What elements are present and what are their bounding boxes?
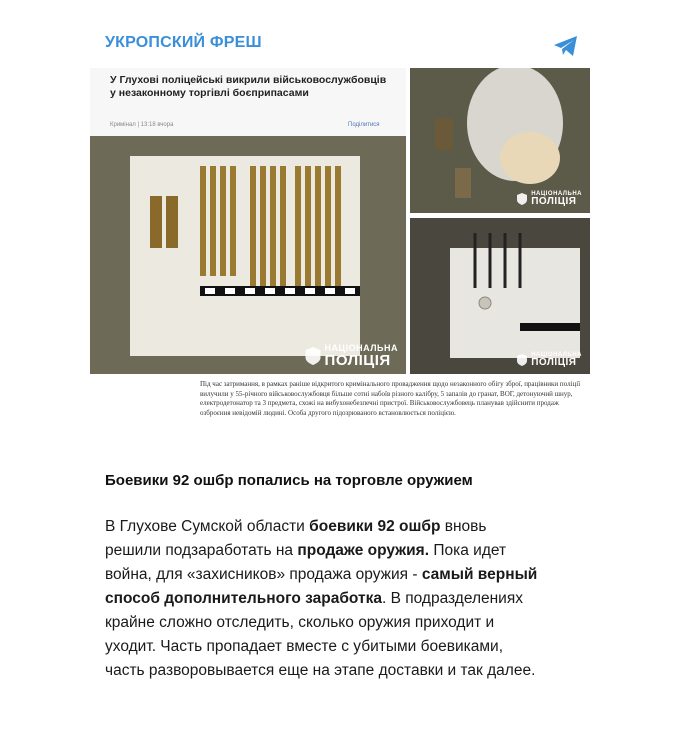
badge-bottom: ПОЛІЦІЯ: [531, 196, 577, 207]
police-watermark: [517, 352, 582, 368]
badge-top: НАЦІОНАЛЬНА: [531, 352, 582, 358]
post-media[interactable]: [90, 68, 590, 448]
body-bold: самый верный способ дополнительного заработка: [105, 566, 538, 607]
channel-title[interactable]: УКРОПСКИЙ ФРЕШ: [105, 34, 262, 51]
clip-meta: Кримінал | 13:18 вчора: [110, 122, 174, 128]
telegram-plane-icon[interactable]: [552, 32, 580, 60]
photo-ammunition: [90, 136, 406, 374]
post-body: [105, 515, 545, 683]
news-clipping: [90, 68, 406, 374]
body-text: вновь решили подзаработать на: [105, 518, 487, 559]
clip-share: Поділитися: [348, 122, 380, 128]
body-text: . В подразделениях крайне сложно отследить, сколько оружия приходит и уходит. Часть пропадает вместе с убитыми боевиками, часть разворовывается еще на этапе доставки и так далее.: [105, 590, 536, 679]
body-bold: боевики 92 ошбр: [309, 518, 441, 535]
police-shield-icon: [517, 193, 527, 205]
clip-caption: Під час затримання, в рамках раніше відкритого кримінального провадження щодо незаконного обігу зброї, працівники поліції вилучили у 55-річного військовослужбовця більше сотні набоїв різного калібру, 5 запалів до гранат, ВОГ, детонуючий шнур, електродетонатор та 3 предмета, схожі на вибухонебезпечні пристрої. Військовослужбовець планував здійснити продаж озброєння невідомій людині. Особа другого підозрюваного встановлюється поліцією.: [200, 380, 581, 417]
body-bold: продаже оружия.: [297, 542, 430, 559]
channel-header: [105, 32, 580, 60]
photo-detonators: [410, 218, 590, 374]
body-text: В Глухове Сумской области: [105, 518, 310, 535]
badge-top: НАЦІОНАЛЬНА: [531, 191, 582, 197]
badge-bottom: ПОЛІЦІЯ: [324, 352, 391, 369]
photo-cylinder: [410, 68, 590, 213]
badge-top: НАЦІОНАЛЬНА: [324, 343, 398, 353]
detonators-photo-art: [410, 218, 590, 374]
police-watermark: [305, 344, 398, 368]
clip-headline: У Глухові поліцейські викрили військовослужбовців у незаконному торгівлі боєприпасами: [110, 74, 387, 99]
ammunition-photo-art: [90, 136, 406, 374]
body-text: Пока идет война, для «захисников» продажа оружия -: [105, 542, 507, 583]
post-title: Боевики 92 ошбр попались на торговле оружием: [105, 472, 473, 489]
police-shield-icon: [517, 354, 527, 366]
badge-bottom: ПОЛІЦІЯ: [531, 357, 577, 368]
police-watermark: [517, 191, 582, 207]
police-shield-icon: [305, 347, 321, 365]
